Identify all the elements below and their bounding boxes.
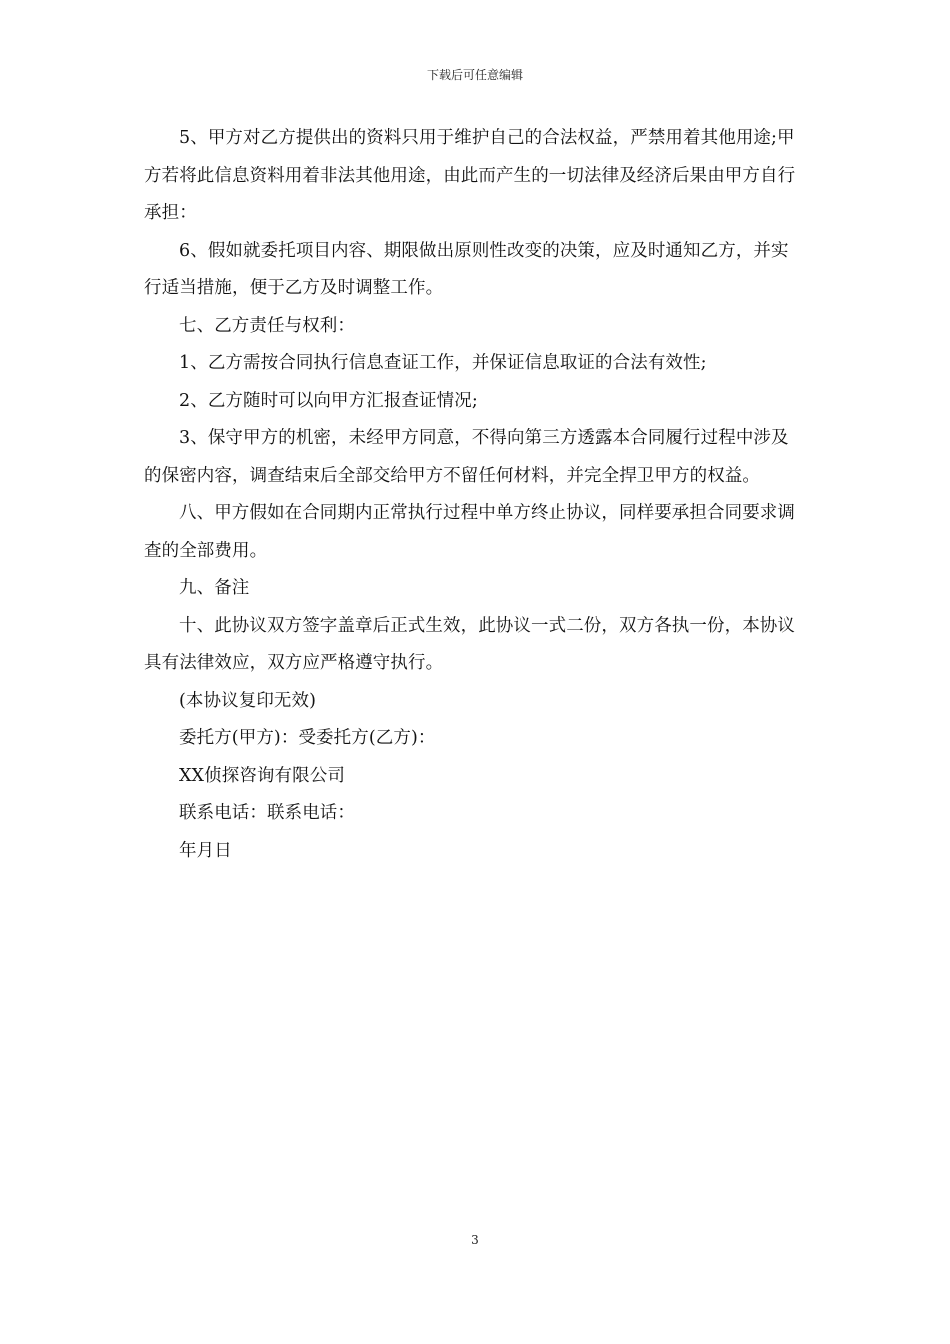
clause-6: 6、假如就委托项目内容、期限做出原则性改变的决策，应及时通知乙方，并实行适当措施，便于乙方及时调整工作。 [144, 240, 789, 298]
section-8: 八、甲方假如在合同期内正常执行过程中单方终止协议，同样要承担合同要求调查的全部费用。 [144, 503, 795, 561]
date-line: 年月日 [179, 840, 232, 861]
copy-invalid-note: (本协议复印无效) [179, 690, 317, 711]
section-7-heading: 七、乙方责任与权利： [179, 315, 355, 336]
clause-5: 5、甲方对乙方提供出的资料只用于维护自己的合法权益，严禁用着其他用途;甲方若将此信息资料用着非法其他用途，由此而产生的一切法律及经济后果由甲方自行承担： [144, 128, 796, 223]
section-10: 十、此协议双方签字盖章后正式生效，此协议一式二份，双方各执一份，本协议具有法律效应，双方应严格遵守执行。 [144, 615, 795, 673]
page-header [0, 66, 950, 83]
parties-line: 委托方(甲方)：受委托方(乙方)： [179, 728, 436, 748]
section-9-remarks: 九、备注 [179, 578, 250, 598]
section-7-item-2: 2、乙方随时可以向甲方汇报查证情况; [179, 390, 478, 411]
section-7-item-1: 1、乙方需按合同执行信息查证工作，并保证信息取证的合法有效性; [179, 353, 707, 373]
company-name: XX侦探咨询有限公司 [179, 765, 345, 786]
header-note: 下载后可任意编辑 [426, 68, 523, 82]
page-number: 3 [471, 1233, 479, 1247]
contact-phone-line: 联系电话：联系电话： [179, 803, 355, 823]
section-7-item-3: 3、保守甲方的机密，未经甲方同意，不得向第三方透露本合同履行过程中涉及的保密内容，调查结束后全部交给甲方不留任何材料，并完全捍卫甲方的权益。 [144, 428, 789, 486]
document-body [144, 120, 806, 870]
page-footer [0, 1233, 950, 1247]
